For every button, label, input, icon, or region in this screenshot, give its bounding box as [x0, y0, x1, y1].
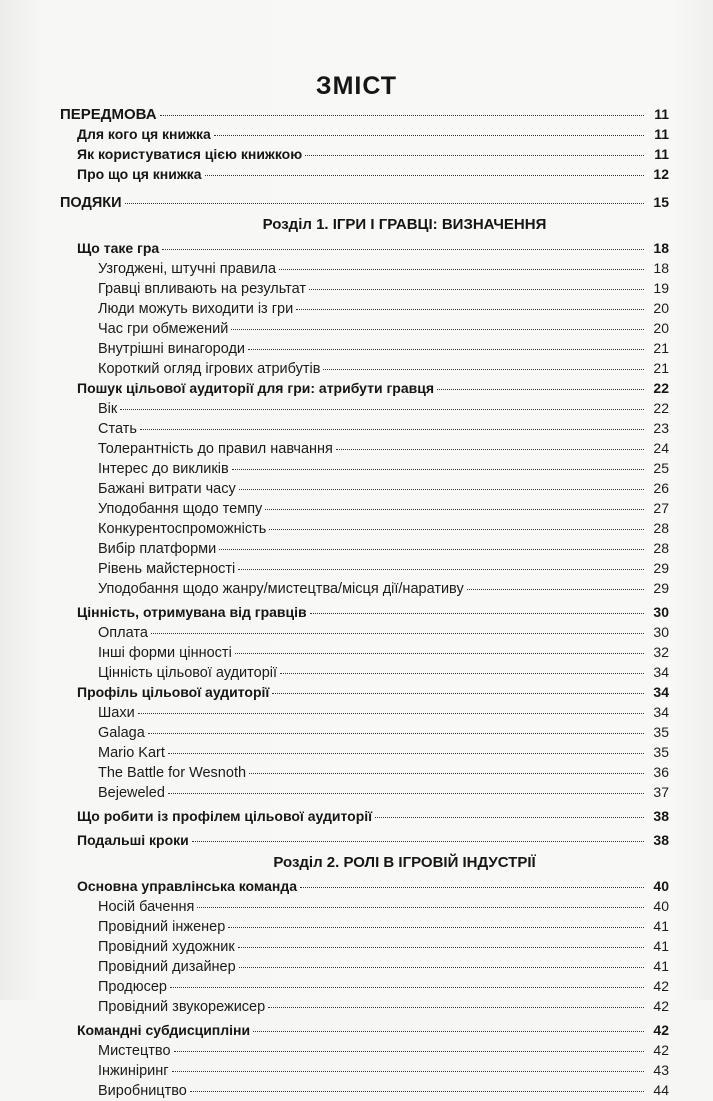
toc-page-number: 24 — [653, 440, 669, 456]
dot-leader — [205, 175, 644, 176]
toc-page-number: 42 — [653, 1042, 669, 1058]
dot-leader — [148, 733, 644, 734]
toc-entry-title: Бажані витрати часу — [98, 481, 236, 497]
toc-entry-title: Провідний художник — [98, 939, 235, 955]
toc-subentry[interactable] — [60, 1040, 669, 1060]
toc-page-number: 25 — [653, 460, 669, 476]
dot-leader — [437, 389, 644, 390]
dot-leader — [279, 269, 644, 270]
toc-page-number: 42 — [653, 998, 669, 1014]
toc-entry[interactable] — [60, 238, 669, 258]
toc-page-number: 34 — [653, 664, 669, 680]
dot-leader — [268, 1007, 644, 1008]
dot-leader — [265, 509, 644, 510]
dot-leader — [249, 773, 644, 774]
dot-leader — [151, 633, 644, 634]
toc-entry-title: Про що ця книжка — [77, 166, 202, 182]
toc-subentry[interactable] — [60, 498, 669, 518]
toc-entry-title: ПОДЯКИ — [60, 195, 122, 211]
toc-subentry[interactable] — [60, 1060, 669, 1080]
dot-leader — [162, 249, 644, 250]
toc-entry[interactable] — [60, 602, 669, 622]
dot-leader — [272, 693, 644, 694]
toc-subentry[interactable] — [60, 742, 669, 762]
toc-page-number: 40 — [653, 898, 669, 914]
dot-leader — [192, 841, 644, 842]
toc-subentry[interactable] — [60, 538, 669, 558]
toc-entry[interactable] — [60, 144, 669, 164]
toc-entry-title: Що робити із профілем цільової аудиторії — [77, 808, 373, 824]
toc-page-number: 26 — [653, 480, 669, 496]
dot-leader — [323, 369, 644, 370]
toc-page-number: 43 — [653, 1062, 669, 1078]
dot-leader — [140, 429, 644, 430]
toc-page-number: 34 — [653, 704, 669, 720]
toc-subentry[interactable] — [60, 936, 669, 956]
chapter-heading[interactable]: Розділ 1. ІГРИ І ГРАВЦІ: ВИЗНАЧЕННЯ — [262, 216, 547, 233]
spacer — [60, 184, 669, 192]
toc-page-number: 37 — [653, 784, 669, 800]
toc-subentry[interactable] — [60, 578, 669, 598]
toc-entry-title: Рівень майстерності — [98, 561, 236, 577]
dot-leader — [168, 793, 644, 794]
toc-entry-title: Mario Kart — [98, 745, 165, 761]
toc-page-number: 40 — [653, 878, 669, 894]
toc-page-number: 34 — [653, 684, 669, 700]
toc-entry[interactable] — [60, 124, 669, 144]
toc-entry-title: Провідний звукорежисер — [98, 999, 266, 1015]
toc-entry-title: Для кого ця книжка — [77, 126, 211, 142]
dot-leader — [310, 613, 644, 614]
toc-entry-title: Короткий огляд ігрових атрибутів — [98, 361, 321, 377]
toc-subentry[interactable] — [60, 702, 669, 722]
toc-page-number: 41 — [653, 918, 669, 934]
toc-entry-title: Пошук цільової аудиторії для гри: атрибути гравця — [77, 380, 435, 396]
toc-entry-title: Толерантність до правил навчання — [98, 441, 333, 457]
toc-page-number: 27 — [653, 500, 669, 516]
toc-page-number: 15 — [653, 194, 669, 210]
toc-entry-title: Мистецтво — [98, 1043, 171, 1059]
toc-entry-title: Провідний дизайнер — [98, 959, 236, 975]
page-title: ЗМІСТ — [315, 72, 398, 100]
toc-entry-title: Інші форми цінності — [98, 645, 232, 661]
toc-entry-title: Стать — [98, 421, 137, 437]
dot-leader — [269, 529, 644, 530]
toc-page-number: 36 — [653, 764, 669, 780]
toc-page-number: 42 — [653, 978, 669, 994]
dot-leader — [296, 309, 644, 310]
toc-subentry[interactable] — [60, 338, 669, 358]
toc-subentry[interactable] — [60, 662, 669, 682]
toc-subentry[interactable] — [60, 518, 669, 538]
toc-subentry[interactable] — [60, 762, 669, 782]
toc-entry[interactable] — [60, 806, 669, 826]
toc-page-number: 41 — [653, 938, 669, 954]
toc-page-number: 29 — [653, 560, 669, 576]
toc-entry-title: Вибір платформи — [98, 541, 217, 557]
toc-subentry[interactable] — [60, 916, 669, 936]
toc-entry-title: Уподобання щодо темпу — [98, 501, 263, 517]
toc-subentry[interactable] — [60, 438, 669, 458]
toc-entry[interactable] — [60, 682, 669, 702]
toc-entry-title: Galaga — [98, 725, 145, 741]
toc-entry[interactable] — [60, 830, 669, 850]
dot-leader — [467, 589, 644, 590]
dot-leader — [120, 409, 644, 410]
toc-page-number: 30 — [653, 604, 669, 620]
toc-subentry[interactable] — [60, 722, 669, 742]
dot-leader — [248, 349, 644, 350]
toc-page-number: 19 — [653, 280, 669, 296]
toc-entry-title: Цінність цільової аудиторії — [98, 665, 278, 681]
toc-entry-preface[interactable] — [60, 104, 669, 124]
toc-page-number: 11 — [654, 126, 669, 142]
toc-entry-title: Оплата — [98, 625, 148, 641]
dot-leader — [197, 907, 644, 908]
toc-page-number: 38 — [653, 832, 669, 848]
dot-leader — [253, 1031, 644, 1032]
toc-subentry[interactable] — [60, 622, 669, 642]
toc-page-number: 29 — [653, 580, 669, 596]
toc-page-number: 22 — [653, 380, 669, 396]
dot-leader — [305, 155, 644, 156]
toc-entry[interactable] — [60, 876, 669, 896]
toc-entry-title: Шахи — [98, 705, 135, 721]
dot-leader — [239, 967, 644, 968]
dot-leader — [239, 489, 644, 490]
dot-leader — [280, 673, 644, 674]
toc-entry-title: Люди можуть виходити із гри — [98, 301, 294, 317]
table-of-contents — [60, 104, 669, 1100]
toc-entry[interactable] — [60, 1020, 669, 1040]
toc-entry-title: Узгоджені, штучні правила — [98, 261, 277, 277]
toc-entry-title: ПЕРЕДМОВА — [60, 106, 157, 123]
toc-subentry[interactable] — [60, 896, 669, 916]
toc-subentry[interactable] — [60, 478, 669, 498]
toc-page-number: 35 — [653, 744, 669, 760]
toc-entry-title: Провідний інженер — [98, 919, 226, 935]
toc-subentry[interactable] — [60, 976, 669, 996]
toc-subentry[interactable] — [60, 1080, 669, 1100]
toc-subentry[interactable] — [60, 642, 669, 662]
toc-subentry[interactable] — [60, 358, 669, 378]
toc-entry-title: Уподобання щодо жанру/мистецтва/місця дії/наративу — [98, 581, 464, 597]
chapter-heading[interactable]: Розділ 2. РОЛІ В ІГРОВІЙ ІНДУСТРІЇ — [273, 854, 536, 871]
toc-page-number: 11 — [654, 146, 669, 162]
toc-page-number: 21 — [653, 360, 669, 376]
toc-entry-title: Продюсер — [98, 979, 167, 995]
toc-page-number: 28 — [653, 520, 669, 536]
dot-leader — [174, 1051, 644, 1052]
toc-entry-title: Командні субдисципліни — [77, 1022, 251, 1038]
toc-subentry[interactable] — [60, 956, 669, 976]
toc-entry-title: Bejeweled — [98, 785, 165, 801]
dot-leader — [160, 115, 644, 116]
toc-page-number: 18 — [653, 260, 669, 276]
toc-entry-title: Як користуватися цією книжкою — [77, 146, 303, 162]
dot-leader — [235, 653, 644, 654]
toc-entry-acknowledgements[interactable] — [60, 192, 669, 212]
toc-subentry[interactable] — [60, 782, 669, 802]
toc-entry-title: Що таке гра — [77, 240, 160, 256]
dot-leader — [214, 135, 644, 136]
dot-leader — [231, 329, 644, 330]
toc-entry-title: Цінність, отримувана від гравців — [77, 604, 307, 620]
toc-page-number: 28 — [653, 540, 669, 556]
toc-entry-title: Внутрішні винагороди — [98, 341, 246, 357]
toc-entry-title: Інтерес до викликів — [98, 461, 229, 477]
toc-entry-title: Подальші кроки — [77, 832, 189, 848]
toc-subentry[interactable] — [60, 298, 669, 318]
toc-subentry[interactable] — [60, 458, 669, 478]
toc-entry-title: Інжиніринг — [98, 1063, 169, 1079]
toc-page-number: 38 — [653, 808, 669, 824]
dot-leader — [190, 1091, 644, 1092]
dot-leader — [309, 289, 644, 290]
toc-page-number: 22 — [653, 400, 669, 416]
dot-leader — [238, 569, 644, 570]
toc-page-number: 12 — [653, 166, 669, 182]
toc-entry-title: Носій бачення — [98, 899, 195, 915]
dot-leader — [228, 927, 644, 928]
toc-entry[interactable] — [60, 164, 669, 184]
toc-entry-title: Профіль цільової аудиторії — [77, 684, 270, 700]
toc-page-number: 30 — [653, 624, 669, 640]
dot-leader — [238, 947, 644, 948]
toc-page-number: 44 — [653, 1082, 669, 1098]
toc-subentry[interactable] — [60, 398, 669, 418]
toc-subentry[interactable] — [60, 278, 669, 298]
toc-entry-title: Вік — [98, 401, 118, 417]
toc-page-number: 11 — [654, 106, 669, 122]
toc-page-number: 41 — [653, 958, 669, 974]
dot-leader — [375, 817, 644, 818]
toc-page-number: 20 — [653, 320, 669, 336]
toc-subentry[interactable] — [60, 318, 669, 338]
dot-leader — [168, 753, 644, 754]
toc-page-number: 35 — [653, 724, 669, 740]
toc-page-number: 18 — [653, 240, 669, 256]
toc-page-number: 20 — [653, 300, 669, 316]
dot-leader — [172, 1071, 644, 1072]
toc-subentry[interactable] — [60, 558, 669, 578]
dot-leader — [300, 887, 644, 888]
toc-entry-title: The Battle for Wesnoth — [98, 765, 247, 781]
toc-subentry[interactable] — [60, 418, 669, 438]
toc-page-number: 23 — [653, 420, 669, 436]
toc-entry-title: Гравці впливають на результат — [98, 281, 306, 297]
toc-entry-title: Час гри обмежений — [98, 321, 229, 337]
toc-entry-title: Виробництво — [98, 1083, 187, 1099]
dot-leader — [138, 713, 644, 714]
dot-leader — [170, 987, 644, 988]
toc-subentry[interactable] — [60, 996, 669, 1016]
toc-entry[interactable] — [60, 378, 669, 398]
dot-leader — [232, 469, 644, 470]
toc-page-number: 42 — [653, 1022, 669, 1038]
toc-page-number: 21 — [653, 340, 669, 356]
dot-leader — [336, 449, 644, 450]
dot-leader — [125, 203, 644, 204]
toc-subentry[interactable] — [60, 258, 669, 278]
dot-leader — [219, 549, 644, 550]
toc-entry-title: Конкурентоспроможність — [98, 521, 267, 537]
toc-page-number: 32 — [653, 644, 669, 660]
toc-entry-title: Основна управлінська команда — [77, 878, 298, 894]
